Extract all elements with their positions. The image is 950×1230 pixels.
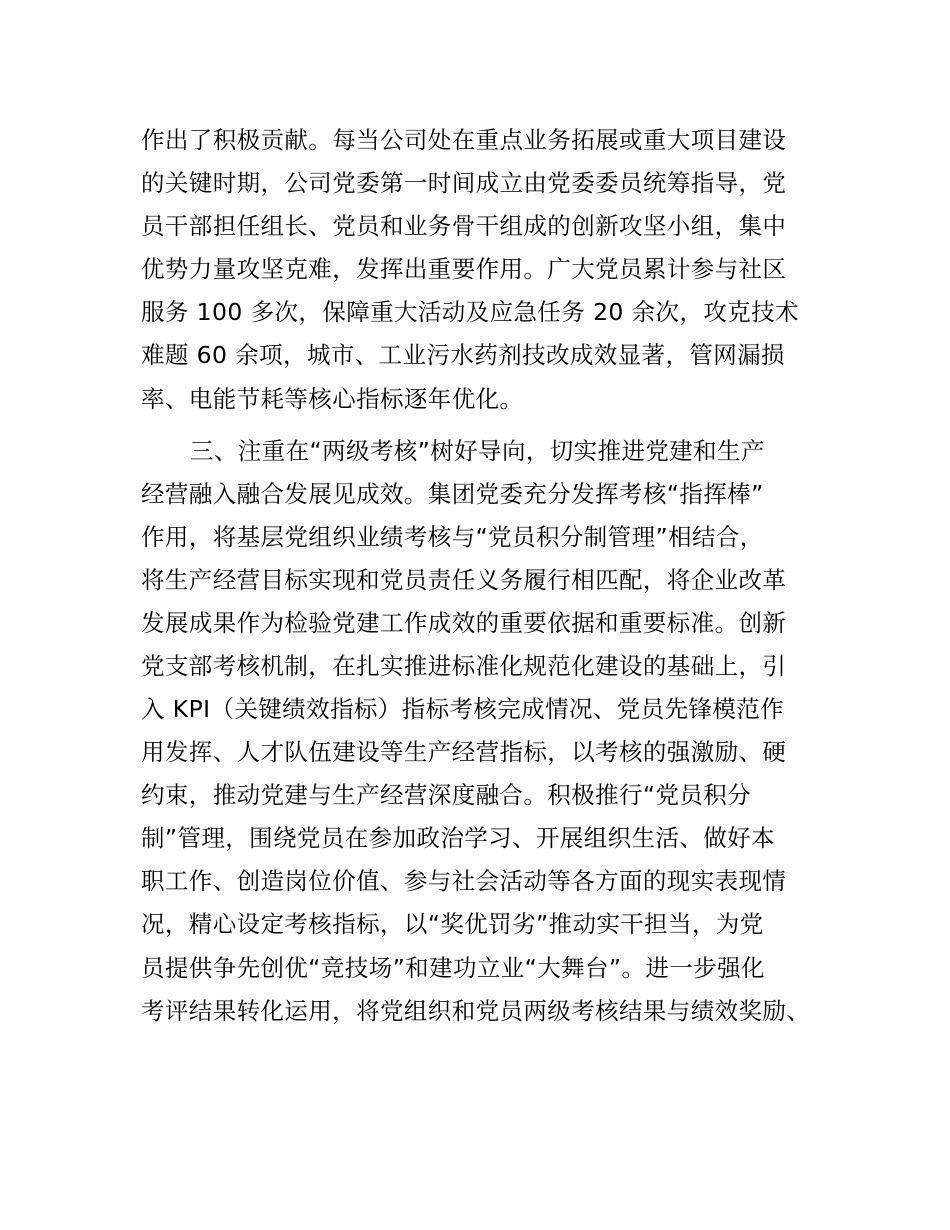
text-line: 用发挥、人才队伍建设等生产经营指标，以考核的强激励、硬 — [141, 738, 787, 766]
text-line: 优势力量攻坚克难，发挥出重要作用。广大党员累计参与社区 — [141, 255, 787, 283]
section-heading-line: 三、注重在“两级考核”树好导向，切实推进党建和生产 — [190, 437, 765, 465]
text-line: 职工作、创造岗位价值、参与社会活动等各方面的现实表现情 — [141, 867, 787, 895]
text-line: 难题 60 余项，城市、工业污水药剂技改成效显著，管网漏损 — [141, 341, 785, 369]
text-line: 将生产经营目标实现和党员责任义务履行相匹配，将企业改革 — [141, 566, 787, 594]
text-line: 考评结果转化运用，将党组织和党员两级考核结果与绩效奖励、 — [141, 997, 811, 1025]
text-line: 员提供争先创优“竞技场”和建功立业“大舞台”。进一步强化 — [141, 954, 765, 982]
text-line: 的关键时期，公司党委第一时间成立由党委委员统筹指导，党 — [141, 169, 787, 197]
text-line: 员干部担任组长、党员和业务骨干组成的创新攻坚小组，集中 — [141, 212, 787, 240]
text-line: 服务 100 多次，保障重大活动及应急任务 20 余次，攻克技术 — [141, 298, 799, 326]
text-line: 制”管理，围绕党员在参加政治学习、开展组织生活、做好本 — [141, 824, 775, 852]
text-line: 经营融入融合发展见成效。集团党委充分发挥考核“指挥棒” — [141, 480, 764, 508]
text-line: 作出了积极贡献。每当公司处在重点业务拓展或重大项目建设 — [141, 126, 787, 154]
text-line: 作用，将基层党组织业绩考核与“党员积分制管理”相结合， — [141, 523, 764, 551]
text-line: 发展成果作为检验党建工作成效的重要依据和重要标准。创新 — [141, 609, 787, 637]
text-line: 率、电能节耗等核心指标逐年优化。 — [141, 385, 524, 413]
text-line: 况，精心设定考核指标，以“奖优罚劣”推动实干担当，为党 — [141, 910, 764, 938]
text-line: 入 KPI（关键绩效指标）指标考核完成情况、党员先锋模范作 — [141, 695, 785, 723]
text-line: 约束，推动党建与生产经营深度融合。积极推行“党员积分 — [141, 781, 752, 809]
text-line: 党支部考核机制，在扎实推进标准化规范化建设的基础上，引 — [141, 652, 787, 680]
